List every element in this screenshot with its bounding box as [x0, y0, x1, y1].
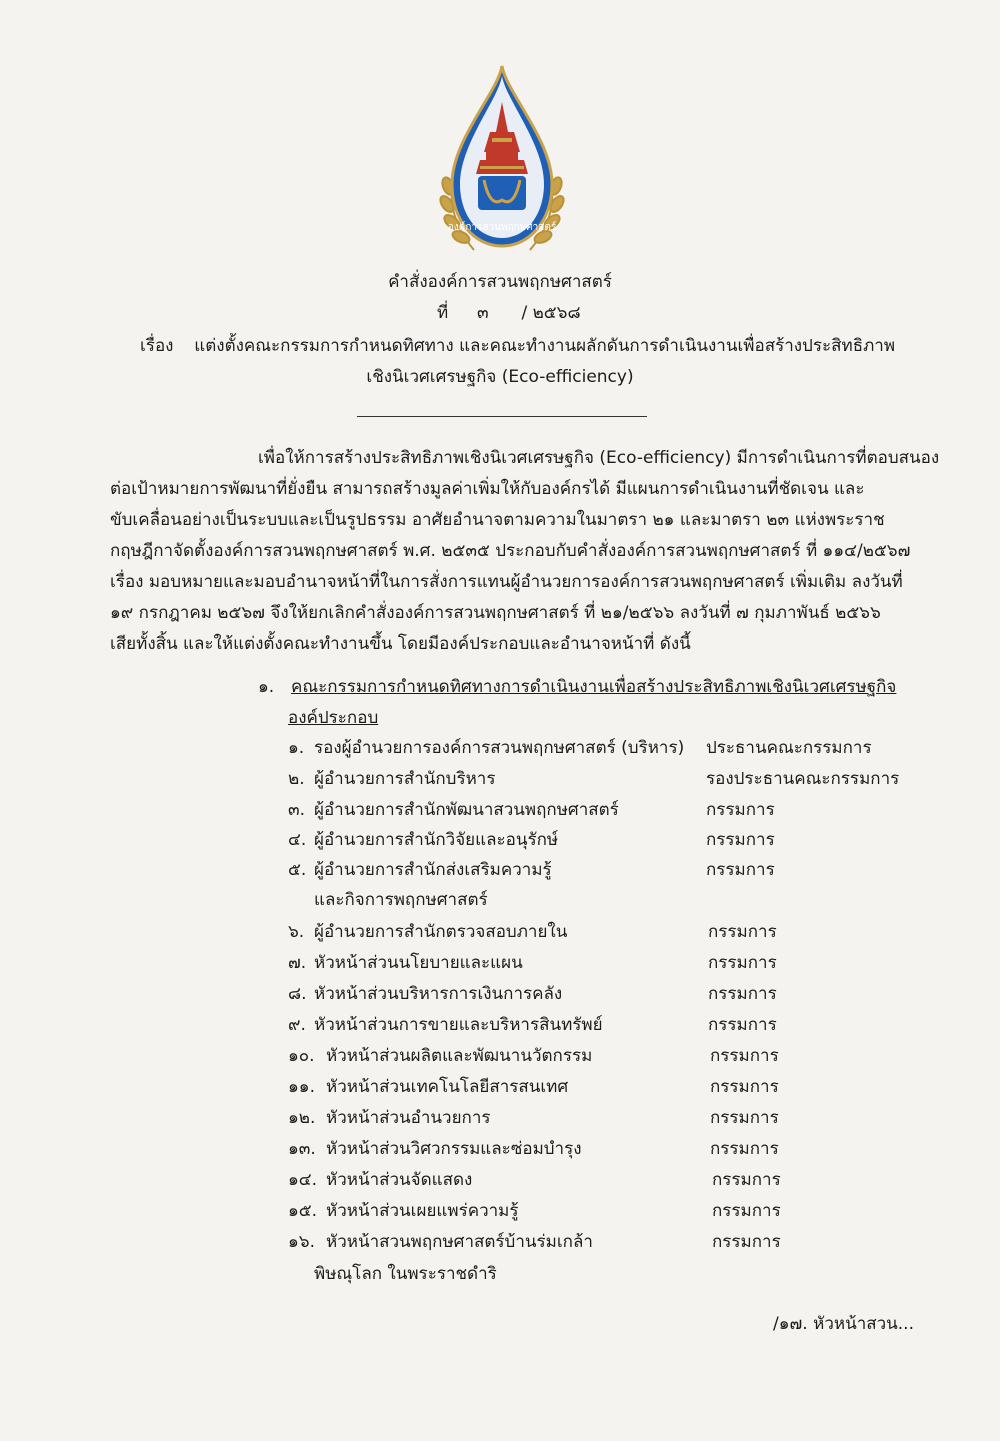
- section-1-heading: [258, 675, 896, 699]
- body-line-1: เพื่อให้การสร้างประสิทธิภาพเชิงนิเวศเศรษฐกิจ (Eco-efficiency) มีการดำเนินการที่ตอบสนอง: [258, 448, 940, 468]
- organization-logo: [434, 62, 570, 260]
- member-row-continued: และกิจการพฤกษศาสตร์: [314, 890, 488, 910]
- body-line-6: ๑๙ กรกฎาคม ๒๕๖๗ จึงให้ยกเลิกคำสั่งองค์การสวนพฤกษศาสตร์ ที่ ๒๑/๒๕๖๖ ลงวันที่ ๗ กุมภาพันธ์ ๒๕๖๖: [110, 603, 881, 623]
- document-page: องค์การสวนพฤกษศาสตร์ คำสั่งองค์การสวนพฤกษศาสตร์ ที่ ๓ / ๒๕๖๘ เรื่อง แต่งตั้งคณะกรรมการกำหนดทิศทาง และคณะทำงานผลักดันการดำเนินงานเพื่อสร้างประสิทธิภาพ เชิงนิเวศเศรษฐกิจ (Eco-efficiency) เพื่อให้การสร้างประสิทธิภาพเชิงนิเวศเศรษฐกิจ (Eco-efficiency) มีการดำเนินการที่ตอบสนอง ต่อเป้าหมายการพัฒนาที่ยั่งยืน สามารถสร้างมูลค่าเพิ่มให้กับองค์กรได้ มีแผนการดำเนินงานที่ชัดเจน และ ขับเคลื่อนอย่างเป็นระบบและเป็นรูปธรรม อาศัยอำนาจตามความในมาตรา ๒๑ และมาตรา ๒๓ แห่งพระราช กฤษฎีกาจัดตั้งองค์การสวนพฤกษศาสตร์ พ.ศ. ๒๕๓๕ ประกอบกับคำสั่งองค์การสวนพฤกษศาสตร์ ที่ ๑๑๔/๒๕๖๗ เรื่อง มอบหมายและมอบอำนาจหน้าที่ในการสั่งการแทนผู้อำนวยการองค์การสวนพฤกษศาสตร์ เพิ่มเติม ลงวันที่ ๑๙ กรกฎาคม ๒๕๖๗ จึงให้ยกเลิกคำสั่งองค์การสวนพฤกษศาสตร์ ที่ ๒๑/๒๕๖๖ ลงวันที่ ๗ กุมภาพันธ์ ๒๕๖๖ เสียทั้งสิ้น และให้แต่งตั้งคณะทำงานขึ้น โดยมีองค์ประกอบและอำนาจหน้าที่ ดังนี้ ๑. คณะกรรมการกำหนดทิศทางการดำเนินงานเพื่อสร้างประสิทธิภาพเชิงนิเวศเศรษฐกิจ องค์ประกอบ ๑. รองผู้อำนวยการองค์การสวนพฤกษศาสตร์ (บริหาร) ประธานคณะกรรมการ ๒. ผู้อำนวยการสำนักบริหาร รองประธานคณะกรรมการ ๓. ผู้อำนวยการสำนักพัฒนาสวนพฤกษศาสตร์ กรรมการ ๔. ผู้อำนวยการสำนักวิจัยและอนุรักษ์ กรรมการ ๕. ผู้อำนวยการสำนักส่งเสริมความรู้ กรรมการ และกิจการพฤกษศาสตร์ ๖. ผู้อำนวยการสำนักตรวจสอบภายใน กรรมการ ๗. หัวหน้าส่วนนโยบายและแผน กรรมการ ๘. หัวหน้าส่วนบริหารการเงินการคลัง กรรมการ ๙. หัวหน้าส่วนการขายและบริหารสินทรัพย์ กรรมการ ๑๐. หัวหน้าส่วนผลิตและพัฒนานวัตกรรม กรรมการ ๑๑. หัวหน้าส่วนเทคโนโลยีสารสนเทศ กรรมการ ๑๒. หัวหน้าส่วนอำนวยการ กรรมการ ๑๓. หัวหน้าส่วนวิศวกรรมและซ่อมบำรุง กรรมการ ๑๔. หัวหน้าส่วนจัดแสดง กรรมการ ๑๕. หัวหน้าส่วนเผยแพร่ความรู้ กรรมการ ๑๖. หัวหน้าสวนพฤกษศาสตร์บ้านร่มเกล้า กรรมการ พิษณุโลก ในพระราชดำริ /๑๗. หัวหน้าสวน...: [0, 0, 1000, 1441]
- body-line-3: ขับเคลื่อนอย่างเป็นระบบและเป็นรูปธรรม อาศัยอำนาจตามความในมาตรา ๒๑ และมาตรา ๒๓ แห่งพระราช: [110, 510, 885, 530]
- section-1-number: ๑.: [258, 677, 275, 697]
- subject-line-1: [140, 334, 895, 358]
- subject-line-2: เชิงนิเวศเศรษฐกิจ (Eco-efficiency): [366, 367, 634, 387]
- subject-label: เรื่อง: [140, 336, 174, 356]
- composition-label: องค์ประกอบ: [288, 708, 379, 728]
- body-line-7: เสียทั้งสิ้น และให้แต่งตั้งคณะทำงานขึ้น โดยมีองค์ประกอบและอำนาจหน้าที่ ดังนี้: [110, 634, 691, 654]
- continuation-note: /๑๗. หัวหน้าสวน...: [773, 1314, 914, 1334]
- order-number-prefix: ที่: [437, 303, 449, 323]
- order-number-year: / ๒๕๖๘: [521, 303, 581, 323]
- header-divider: [357, 416, 647, 417]
- member-row-continued: พิษณุโลก ในพระราชดำริ: [314, 1264, 497, 1284]
- subject-text-1: แต่งตั้งคณะกรรมการกำหนดทิศทาง และคณะทำงานผลักดันการดำเนินงานเพื่อสร้างประสิทธิภาพ: [194, 336, 896, 356]
- body-line-5: เรื่อง มอบหมายและมอบอำนาจหน้าที่ในการสั่งการแทนผู้อำนวยการองค์การสวนพฤกษศาสตร์ เพิ่มเติม ลงวันที่: [110, 572, 903, 592]
- order-title: คำสั่งองค์การสวนพฤกษศาสตร์: [388, 272, 612, 292]
- order-number-value: ๓: [477, 303, 489, 323]
- body-line-4: กฤษฎีกาจัดตั้งองค์การสวนพฤกษศาสตร์ พ.ศ. ๒๕๓๕ ประกอบกับคำสั่งองค์การสวนพฤกษศาสตร์ ที่ ๑๑๔/๒๕๖๗: [110, 541, 911, 561]
- section-1-title: คณะกรรมการกำหนดทิศทางการดำเนินงานเพื่อสร้างประสิทธิภาพเชิงนิเวศเศรษฐกิจ: [291, 677, 897, 697]
- logo-text: องค์การสวนพฤกษศาสตร์: [447, 222, 557, 233]
- order-number: [437, 301, 581, 325]
- body-line-2: ต่อเป้าหมายการพัฒนาที่ยั่งยืน สามารถสร้างมูลค่าเพิ่มให้กับองค์กรได้ มีแผนการดำเนินงานที่ชัดเจน และ: [110, 479, 865, 499]
